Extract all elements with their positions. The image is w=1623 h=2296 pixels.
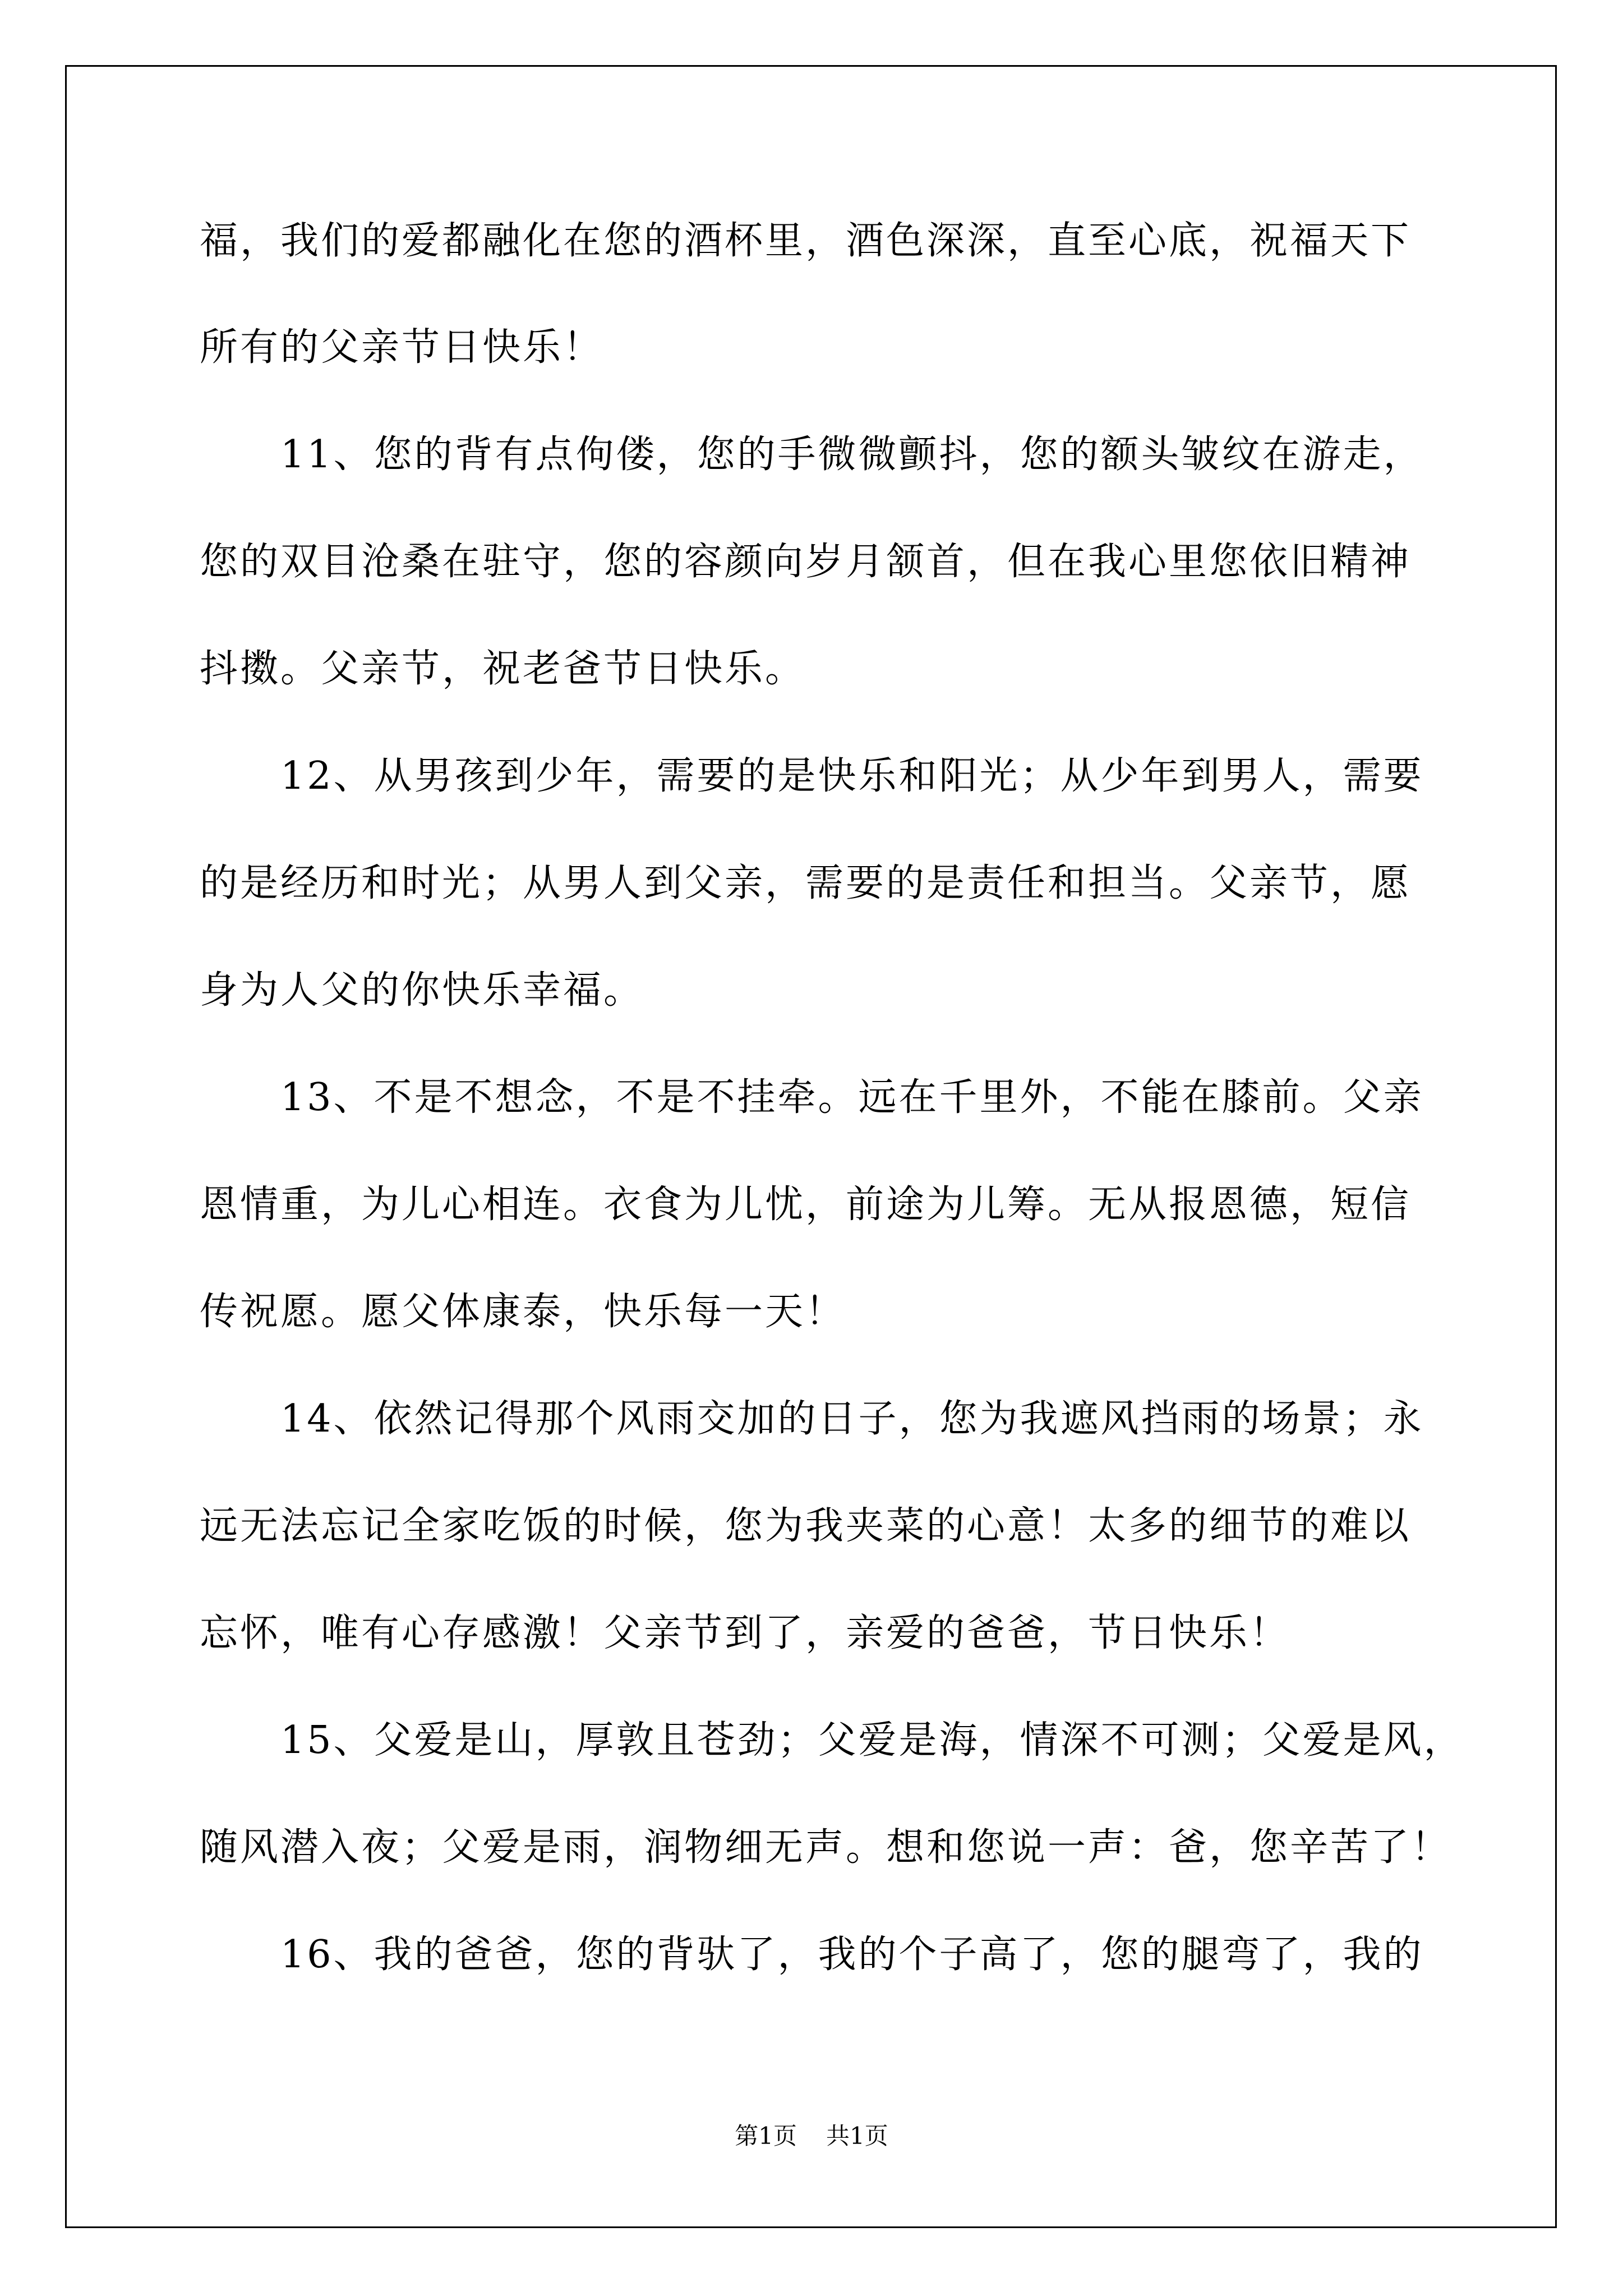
text-line: 15、父爱是山，厚敦且苍劲；父爱是海，情深不可测；父爱是风， (200, 1718, 1464, 1763)
text-line: 传祝愿。愿父体康泰，快乐每一天！ (200, 1290, 846, 1334)
text-line: 抖擞。父亲节，祝老爸节日快乐。 (200, 647, 806, 691)
text-line: 福，我们的爱都融化在您的酒杯里，酒色深深，直至心底，祝福天下 (200, 219, 1412, 263)
page-border (65, 65, 1557, 2228)
text-line: 13、不是不想念，不是不挂牵。远在千里外，不能在膝前。父亲 (200, 1075, 1424, 1120)
text-line: 14、依然记得那个风雨交加的日子，您为我遮风挡雨的场景；永 (200, 1397, 1424, 1441)
text-line: 11、您的背有点佝偻，您的手微微颤抖，您的额头皱纹在游走， (200, 432, 1424, 477)
text-line: 恩情重，为儿心相连。衣食为儿忧，前途为儿筹。无从报恩德，短信 (200, 1182, 1412, 1227)
page-footer (0, 2120, 1623, 2152)
text-line: 16、我的爸爸，您的背驮了，我的个子高了，您的腿弯了，我的 (200, 1932, 1424, 1977)
page-number: 第1页 (735, 2122, 797, 2150)
text-line: 随风潜入夜；父爱是雨，润物细无声。想和您说一声：爸，您辛苦了！ (200, 1825, 1452, 1870)
text-line: 忘怀，唯有心存感激！父亲节到了，亲爱的爸爸，节日快乐！ (200, 1611, 1290, 1655)
text-line: 您的双目沧桑在驻守，您的容颜向岁月颔首，但在我心里您依旧精神 (200, 540, 1412, 584)
text-line: 的是经历和时光；从男人到父亲，需要的是责任和担当。父亲节，愿 (200, 861, 1412, 905)
text-line: 所有的父亲节日快乐！ (200, 325, 604, 370)
page-total: 共1页 (826, 2122, 888, 2150)
text-line: 身为人父的你快乐幸福。 (200, 968, 644, 1013)
text-line: 12、从男孩到少年，需要的是快乐和阳光；从少年到男人，需要 (200, 754, 1424, 798)
text-line: 远无法忘记全家吃饭的时候，您为我夹菜的心意！太多的细节的难以 (200, 1504, 1412, 1548)
